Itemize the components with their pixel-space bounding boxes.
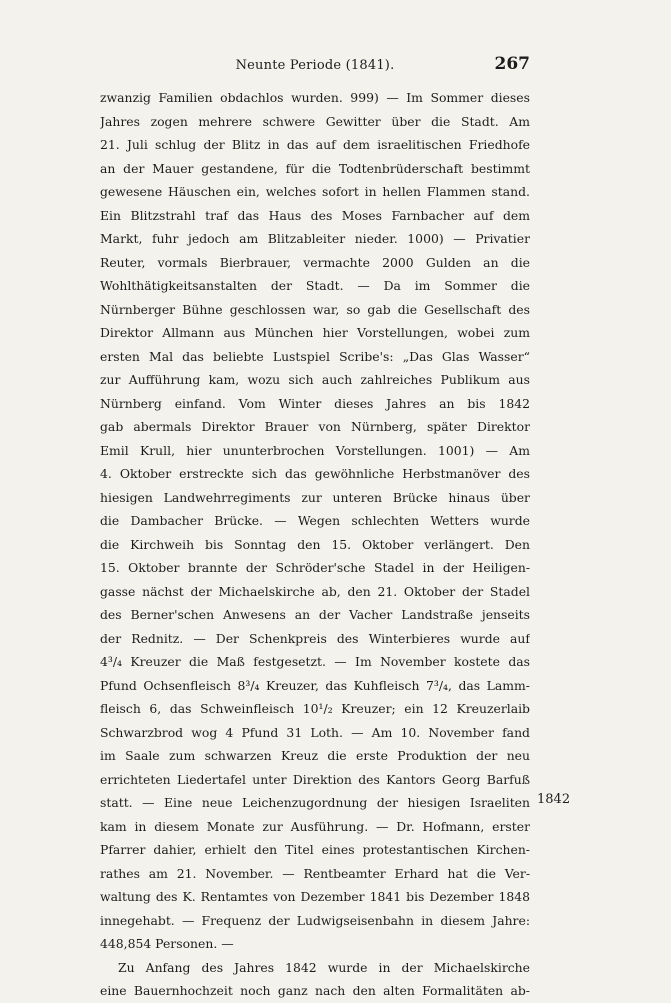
text-line: Pfarrer dahier, erhielt den Titel eines protestantischen Kirchen-: [100, 842, 530, 857]
text-line: 4. Oktober erstreckte sich das gewöhnliche Herbstmanöver des: [100, 466, 530, 481]
text-line: des Berner'schen Anwesens an der Vacher Landstraße jenseits: [100, 607, 530, 622]
text-line: Pfund Ochsenfleisch 8³/₄ Kreuzer, das Kuhfleisch 7³/₄, das Lamm-: [100, 677, 530, 693]
text-line: waltung des K. Rentamtes von Dezember 1841 bis Dezember 1848: [100, 889, 530, 904]
text-line: zur Aufführung kam, wozu sich auch zahlreiches Publikum aus: [100, 372, 530, 387]
page-number: 267: [494, 54, 530, 74]
text-line: ersten Mal das beliebte Lustspiel Scribe's: „Das Glas Wasser“: [100, 348, 530, 364]
text-line: Ein Blitzstrahl traf das Haus des Moses Farnbacher auf dem: [100, 207, 530, 223]
text-line: Emil Krull, hier ununterbrochen Vorstellungen. 1001) — Am: [100, 442, 530, 458]
text-line: zwanzig Familien obdachlos wurden. 999) — Im Sommer dieses: [100, 90, 530, 105]
text-line: Direktor Allmann aus München hier Vorstellungen, wobei zum: [100, 325, 530, 340]
text-line: 15. Oktober brannte der Schröder'sche Stadel in der Heiligen-: [100, 560, 530, 575]
text-line: rathes am 21. November. — Rentbeamter Erhard hat die Ver-: [100, 865, 530, 881]
text-line: gewesene Häuschen ein, welches sofort in hellen Flammen stand.: [100, 184, 530, 199]
text-line: fleisch 6, das Schweinfleisch 10¹/₂ Kreuzer; ein 12 Kreuzerlaib: [100, 701, 530, 716]
text-line: im Saale zum schwarzen Kreuz die erste Produktion der neu: [100, 748, 530, 763]
page-header: [100, 54, 530, 78]
text-line: errichteten Liedertafel unter Direktion des Kantors Georg Barfuß: [100, 771, 530, 787]
text-line: der Rednitz. — Der Schenkpreis des Winterbieres wurde auf: [100, 630, 530, 646]
text-line: 21. Juli schlug der Blitz in das auf dem israelitischen Friedhofe: [100, 137, 530, 152]
text-line: Schwarzbrod wog 4 Pfund 31 Loth. — Am 10. November fand: [100, 724, 530, 740]
text-line: 4³/₄ Kreuzer die Maß festgesetzt. — Im November kostete das: [100, 654, 530, 669]
running-title: Neunte Periode (1841).: [235, 58, 395, 73]
text-line: die Dambacher Brücke. — Wegen schlechten Wetters wurde: [100, 513, 530, 528]
text-line: gab abermals Direktor Brauer von Nürnberg, später Direktor: [100, 419, 530, 434]
text-line: hiesigen Landwehrregiments zur unteren Brücke hinaus über: [100, 489, 530, 505]
text-line: die Kirchweih bis Sonntag den 15. Oktober verlängert. Den: [100, 536, 530, 552]
text-line: Markt, fuhr jedoch am Blitzableiter nieder. 1000) — Privatier: [100, 231, 530, 246]
text-line: statt. — Eine neue Leichenzugordnung der hiesigen Israeliten: [100, 795, 530, 810]
body-text: [100, 86, 530, 1003]
text-line: Wohlthätigkeitsanstalten der Stadt. — Da im Sommer die: [100, 278, 530, 293]
text-line: eine Bauernhochzeit noch ganz nach den alten Formalitäten ab-: [100, 983, 530, 998]
text-line: Nürnberger Bühne geschlossen war, so gab die Gesellschaft des: [100, 301, 530, 317]
text-line: gasse nächst der Michaelskirche ab, den 21. Oktober der Stadel: [100, 583, 530, 599]
text-line: an der Mauer gestandene, für die Todtenbrüderschaft bestimmt: [100, 160, 530, 176]
text-line: Reuter, vormals Bierbrauer, vermachte 2000 Gulden an die: [100, 254, 530, 270]
text-line: 448,854 Personen. —: [100, 936, 234, 951]
text-line: Jahres zogen mehrere schwere Gewitter über die Stadt. Am: [100, 113, 530, 129]
text-line: Zu Anfang des Jahres 1842 wurde in der Michaelskirche: [118, 959, 530, 975]
margin-year-note: 1842: [537, 792, 571, 807]
text-line: innegehabt. — Frequenz der Ludwigseisenbahn in diesem Jahre:: [100, 912, 530, 928]
text-line: kam in diesem Monate zur Ausführung. — Dr. Hofmann, erster: [100, 818, 530, 834]
text-line: Nürnberg einfand. Vom Winter dieses Jahres an bis 1842: [100, 395, 530, 411]
